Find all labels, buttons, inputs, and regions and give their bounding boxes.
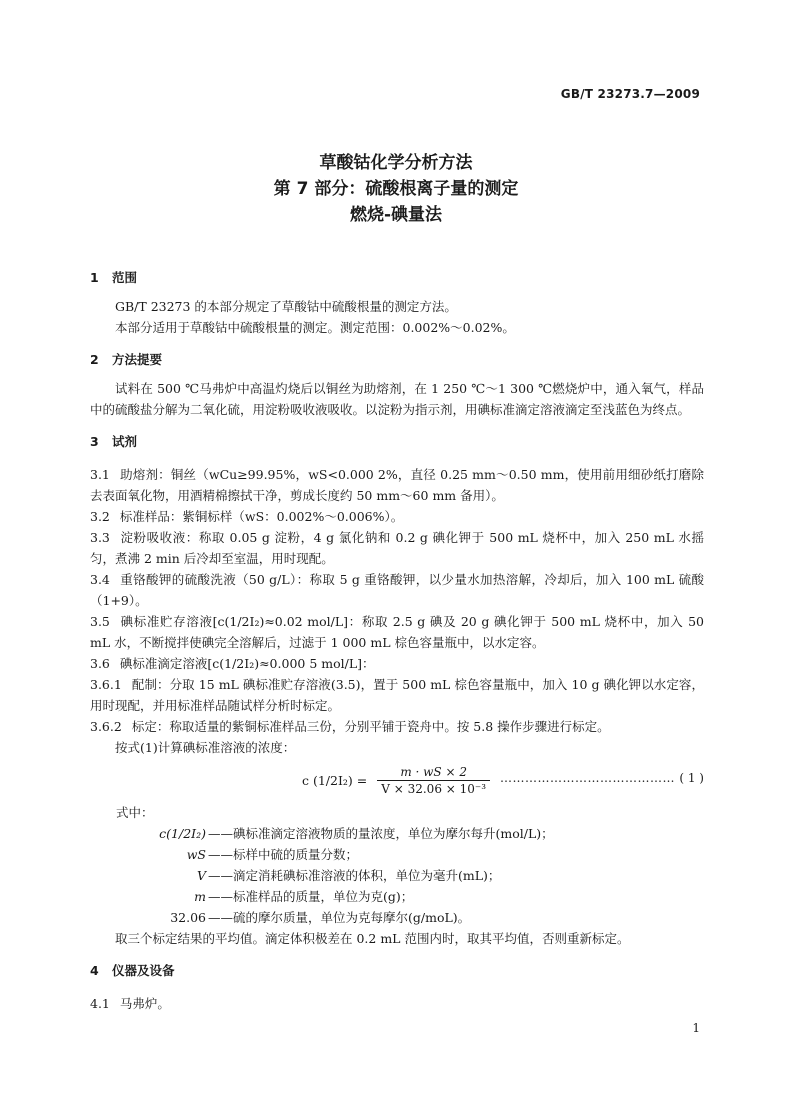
section-number: 2: [90, 352, 99, 367]
item-number: 3.2: [90, 509, 110, 524]
symbol-description: ——标准样品的质量，单位为克(g)；: [208, 889, 414, 904]
symbol-definition: [90, 844, 704, 865]
formula-fraction: [377, 765, 490, 796]
symbol-definition: [90, 886, 704, 907]
item-number: 3.4: [90, 572, 110, 587]
section-number: 3: [90, 434, 99, 449]
reagent-item: [90, 506, 704, 527]
section-title: 方法提要: [112, 352, 163, 367]
item-number: 3.6.2: [90, 719, 122, 734]
section-title: 试剂: [112, 434, 138, 449]
item-text: 标准样品：紫铜标样（wS：0.002%～0.006%）。: [119, 509, 404, 524]
where-label: 式中：: [116, 805, 154, 820]
scope-paragraph-2: 本部分适用于草酸钴中硫酸根量的测定。测定范围：0.002%～0.02%。: [115, 320, 515, 335]
item-text: 助熔剂：铜丝（wCu≥99.95%，wS<0.000 2%，直径 0.25 mm～0.50 mm，使用前用细砂纸打磨除去表面氧化物，用酒精棉擦拭干净，剪成长度约 50 mm～60 mm 备用）。: [90, 467, 704, 503]
formula-1: [90, 762, 704, 798]
symbol: V: [196, 868, 206, 883]
title-line-3: 燃烧-碘量法: [349, 205, 443, 225]
item-text: 淀粉吸收液：称取 0.05 g 淀粉，4 g 氯化钠和 0.2 g 碘化钾于 500 mL 烧杯中，加入 250 mL 水摇匀，煮沸 2 min 后冷却至室温，用时现配。: [90, 530, 704, 566]
title-line-1: 草酸钴化学分析方法: [319, 153, 473, 173]
symbol: wS: [186, 847, 206, 862]
reagent-item: [90, 527, 704, 569]
item-number: 3.3: [90, 530, 110, 545]
formula-leader-dots: ……………………………………: [500, 771, 675, 785]
section-heading-apparatus: [90, 961, 704, 981]
reagent-item: [90, 611, 704, 653]
item-text: 马弗炉。: [119, 996, 170, 1011]
section-heading-reagents: [90, 432, 704, 452]
reagent-item: [90, 716, 704, 737]
item-number: 3.1: [90, 467, 110, 482]
document-title: [0, 150, 792, 228]
equation-number: ( 1 ): [679, 771, 704, 785]
section-title: 仪器及设备: [112, 963, 175, 978]
formula-numerator: m · wS × 2: [400, 764, 467, 779]
symbol-definition: [90, 907, 704, 928]
calibration-closing: 取三个标定结果的平均值。滴定体积极差在 0.2 mL 范围内时，取其平均值，否则重新标定。: [115, 931, 630, 946]
page-number: 1: [692, 1021, 700, 1035]
section-heading-method-summary: [90, 350, 704, 370]
title-line-2: 第 7 部分：硫酸根离子量的测定: [273, 179, 519, 199]
document-body: [90, 268, 704, 1014]
apparatus-item: [90, 993, 704, 1014]
item-number: 3.6.1: [90, 677, 122, 692]
method-summary-paragraph: 试料在 500 ℃马弗炉中高温灼烧后以铜丝为助熔剂，在 1 250 ℃～1 300 ℃燃烧炉中，通入氧气，样品中的硫酸盐分解为二氧化硫，用淀粉吸收液吸收。以淀粉为指示剂，用碘标准滴定溶液滴定至浅蓝色为终点。: [90, 381, 704, 417]
reagent-item: [90, 674, 704, 716]
symbol-definition: [90, 865, 704, 886]
section-number: 1: [90, 270, 99, 285]
formula-lhs: c (1/2I₂) =: [302, 772, 368, 788]
symbol-description: ——标样中硫的质量分数；: [208, 847, 359, 862]
reagent-item: [90, 653, 704, 674]
item-text: 碘标准贮存溶液[c(1/2I₂)≈0.02 mol/L]：称取 2.5 g 碘及 20 g 碘化钾于 500 mL 烧杯中，加入 50 mL 水，不断搅拌使碘完全溶解后，过滤于 1 000 mL 棕色容量瓶中，以水定容。: [90, 614, 704, 650]
symbol: 32.06: [170, 910, 206, 925]
formula-denominator: V × 32.06 × 10⁻³: [377, 780, 490, 796]
reagent-item: [90, 569, 704, 611]
symbol-definition: [90, 823, 704, 844]
symbol-description: ——硫的摩尔质量，单位为克每摩尔(g/moL)。: [208, 910, 471, 925]
item-number: 4.1: [90, 996, 110, 1011]
scope-paragraph-1: GB/T 23273 的本部分规定了草酸钴中硫酸根量的测定方法。: [115, 299, 457, 314]
formula-intro: 按式(1)计算碘标准溶液的浓度：: [115, 740, 296, 755]
item-number: 3.6: [90, 656, 110, 671]
symbol: m: [194, 889, 206, 904]
item-text: 碘标准滴定溶液[c(1/2I₂)≈0.000 5 mol/L]：: [119, 656, 375, 671]
section-heading-scope: [90, 268, 704, 288]
symbol: c(1/2I₂): [159, 826, 206, 841]
symbol-description: ——碘标准滴定溶液物质的量浓度，单位为摩尔每升(mol/L)；: [208, 826, 554, 841]
item-text: 标定：称取适量的紫铜标准样品三份，分别平铺于瓷舟中。按 5.8 操作步骤进行标定。: [131, 719, 610, 734]
standard-number: GB/T 23273.7—2009: [560, 87, 700, 101]
section-title: 范围: [112, 270, 138, 285]
symbol-description: ——滴定消耗碘标准溶液的体积，单位为毫升(mL)；: [208, 868, 501, 883]
item-text: 配制：分取 15 mL 碘标准贮存溶液(3.5)，置于 500 mL 棕色容量瓶中，加入 10 g 碘化钾以水定容，用时现配，并用标准样品随试样分析时标定。: [90, 677, 704, 713]
section-number: 4: [90, 963, 99, 978]
item-number: 3.5: [90, 614, 110, 629]
reagent-item: [90, 464, 704, 506]
item-text: 重铬酸钾的硫酸洗液（50 g/L）：称取 5 g 重铬酸钾，以少量水加热溶解，冷却后，加入 100 mL 硫酸（1+9）。: [90, 572, 704, 608]
